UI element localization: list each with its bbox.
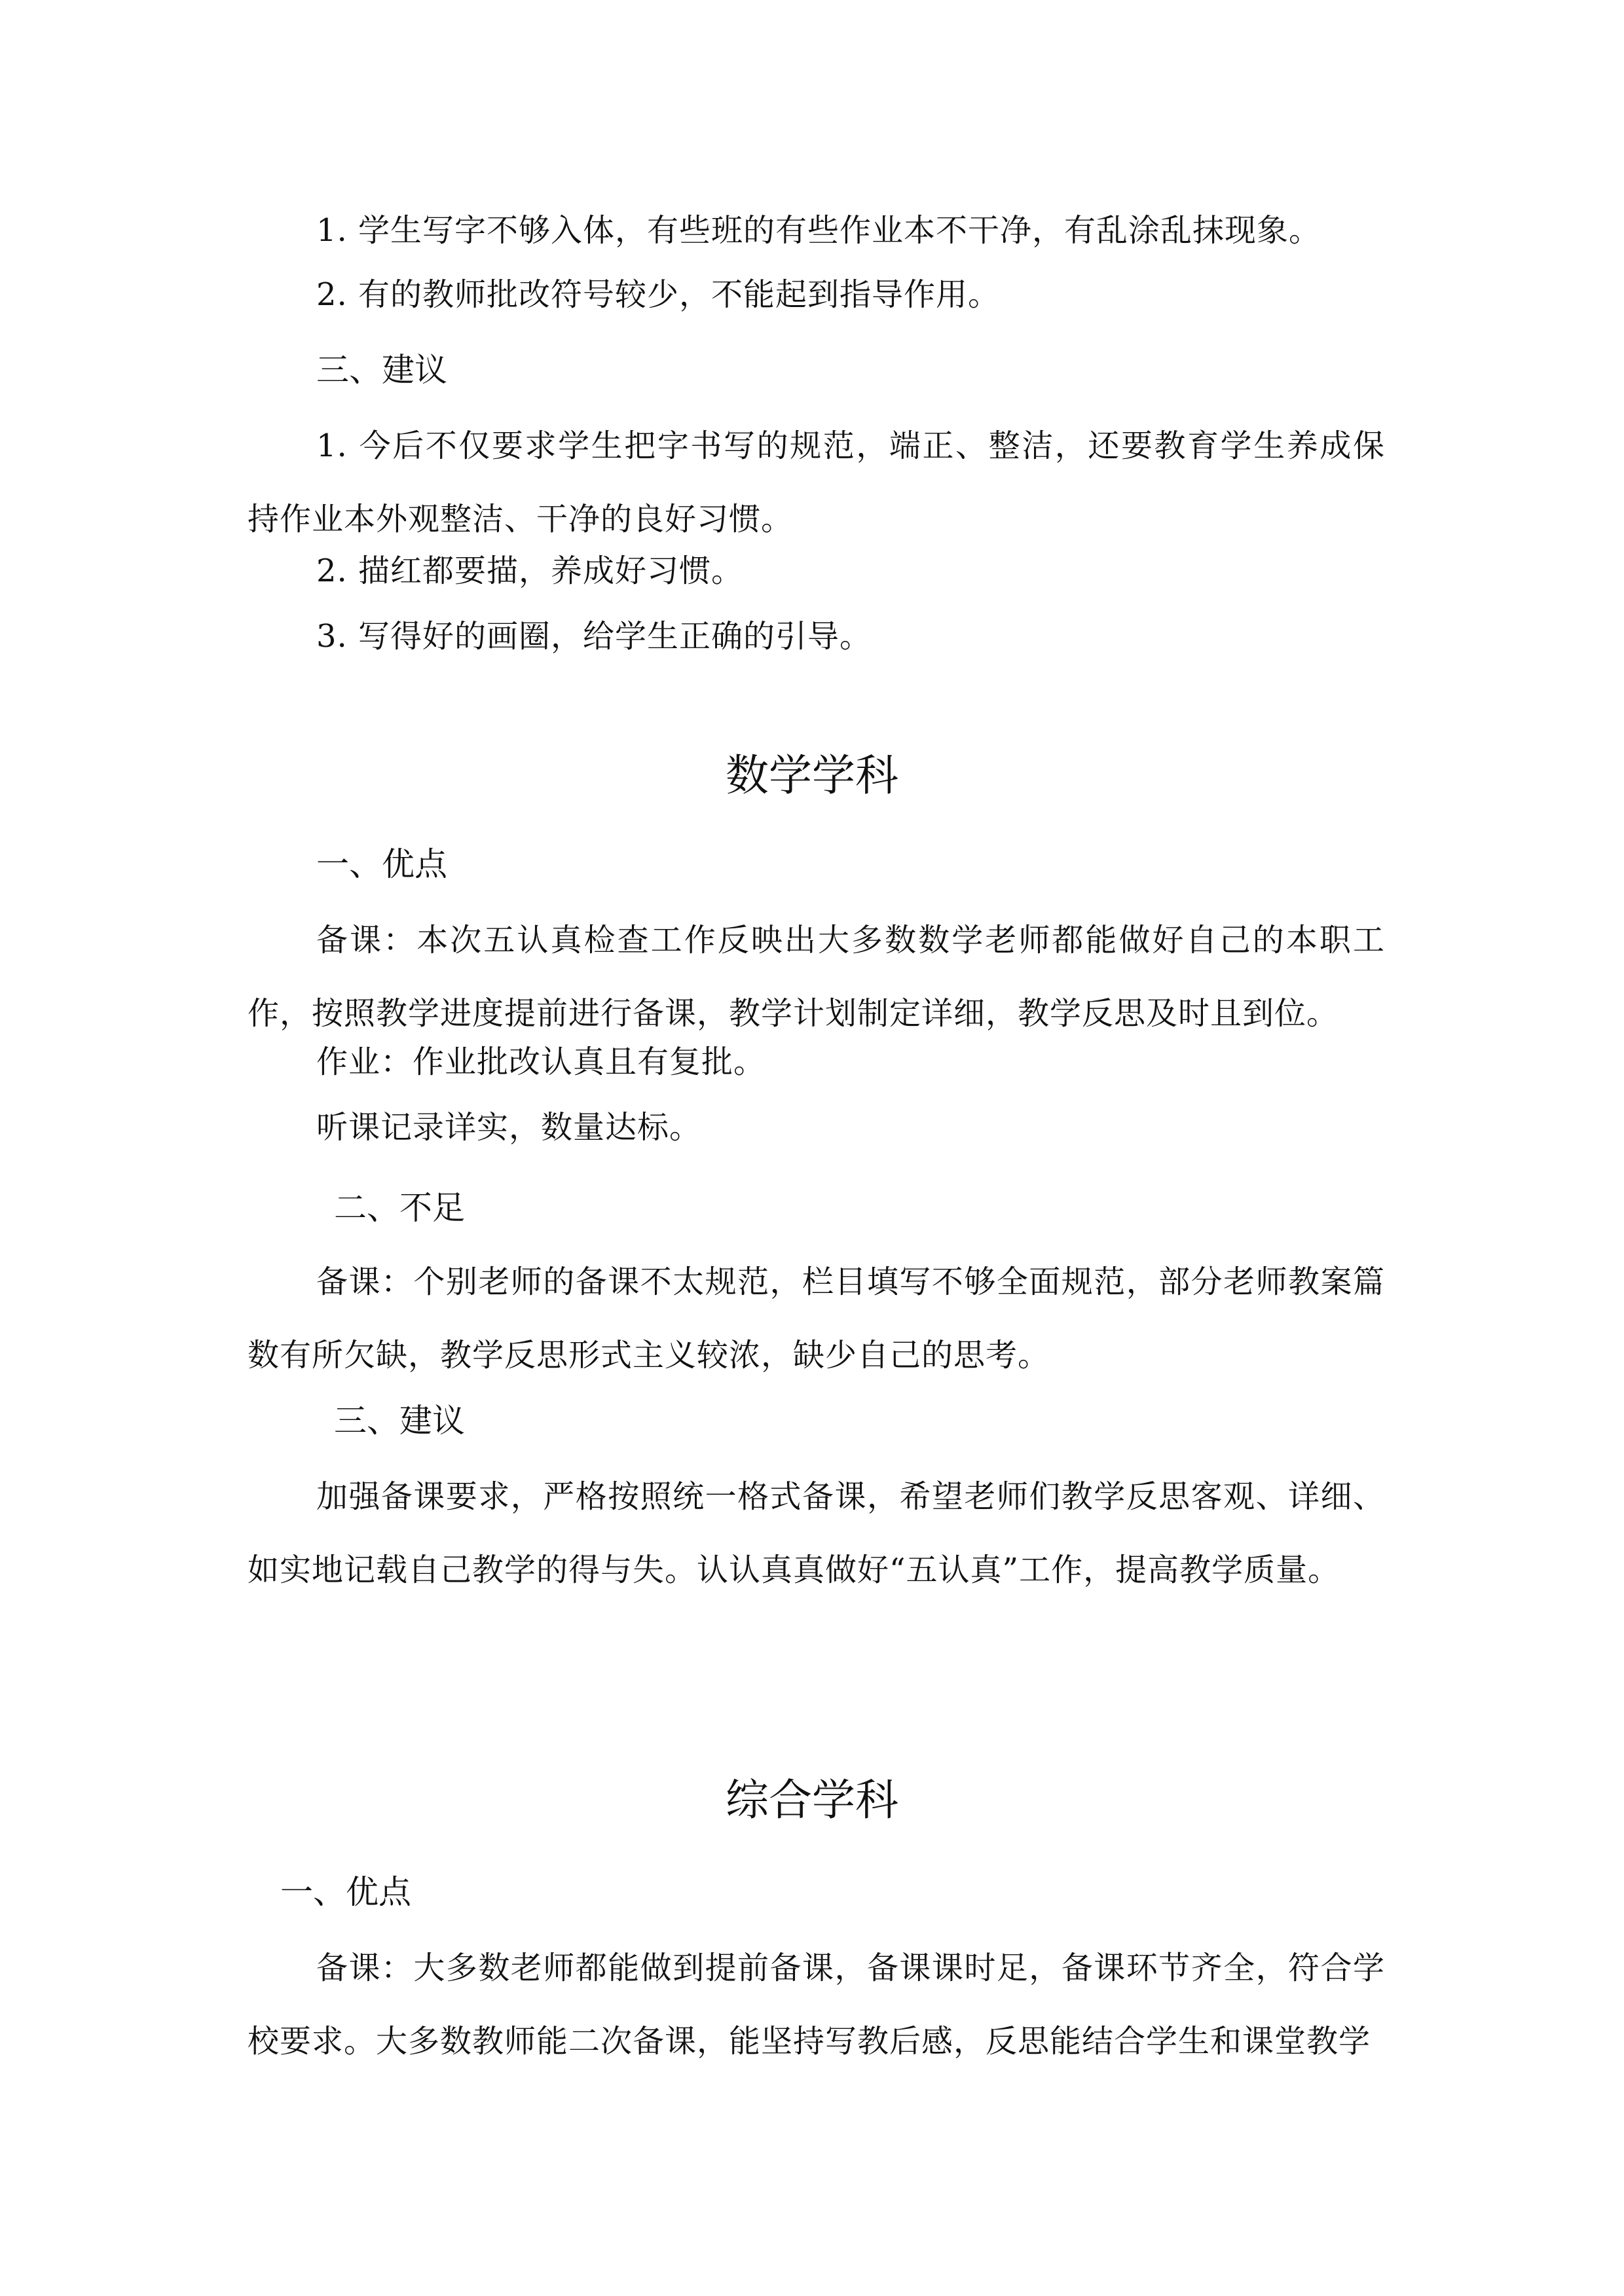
math-heading-shortcomings: 二、不足 (334, 1189, 465, 1227)
general-paragraph-lesson-prep: 备课：大多数老师都能做到提前备课，备课课时足，备课环节齐全，符合学校要求。大多数教师能二次备课，能坚持写教后感，反思能结合学生和课堂教学 (248, 1950, 1385, 2060)
general-heading-strengths: 一、优点 (280, 1873, 411, 1911)
math-paragraph-shortcomings: 备课：个别老师的备课不太规范，栏目填写不够全面规范，部分老师教案篇数有所欠缺，教学反思形式主义较浓，缺少自己的思考。 (248, 1264, 1385, 1374)
math-heading-strengths: 一、优点 (316, 845, 447, 883)
math-paragraph-suggestions: 加强备课要求，严格按照统一格式备课，希望老师们教学反思客观、详细、如实地记载自己教学的得与失。认认真真做好“五认真”工作，提高教学质量。 (248, 1478, 1385, 1588)
problem-item-1: 1. 学生写字不够入体，有些班的有些作业本不干净，有乱涂乱抹现象。 (316, 212, 1321, 249)
math-section-title: 数学学科 (726, 750, 898, 801)
math-paragraph-lesson-prep: 备课：本次五认真检查工作反映出大多数数学老师都能做好自己的本职工作，按照教学进度提前进行备课，教学计划制定详细，教学反思及时且到位。 (248, 922, 1385, 1032)
section-heading-suggestions: 三、建议 (316, 351, 447, 389)
problem-item-2: 2. 有的教师批改符号较少，不能起到指导作用。 (316, 276, 1001, 313)
suggestion-item-1: 1. 今后不仅要求学生把字书写的规范，端正、整洁，还要教育学生养成保持作业本外观整洁、干净的良好习惯。 (248, 428, 1385, 538)
suggestion-item-2: 2. 描红都要描，养成好习惯。 (316, 553, 744, 589)
suggestion-item-3: 3. 写得好的画圈，给学生正确的引导。 (316, 618, 872, 655)
math-heading-suggestions: 三、建议 (334, 1402, 465, 1440)
general-section-title: 综合学科 (726, 1775, 898, 1825)
math-paragraph-homework: 作业：作业批改认真且有复批。 (316, 1044, 766, 1080)
math-paragraph-observation: 听课记录详实，数量达标。 (316, 1109, 702, 1146)
